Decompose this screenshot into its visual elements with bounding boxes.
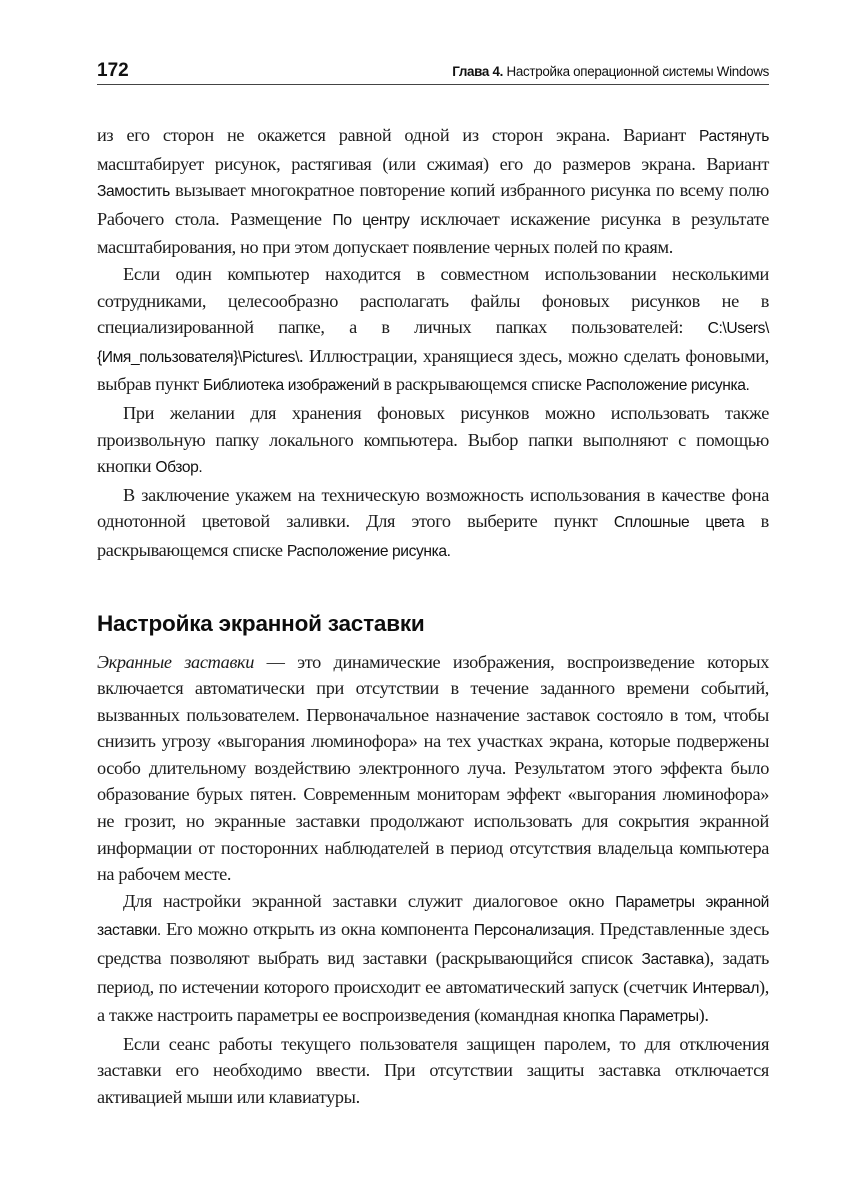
paragraph	[97, 649, 769, 888]
ui-term: Обзор.	[155, 459, 203, 477]
text-run: В заключение укажем на техническую возможность использования в качестве фона однотонной цветовой заливки. Для этого выберите пункт	[97, 484, 769, 532]
text-run: . Иллюстрации, хранящиеся здесь, можно сделать фоновыми, выбрав пункт	[97, 345, 769, 395]
text-run: масштабирует рисунок, растягивая (или сжимая) его до размеров экрана. Вариант	[97, 153, 769, 174]
ui-term: Библиотека изображений	[203, 377, 380, 395]
ui-term: C:\Users\{Имя_пользователя}\Pictures\	[97, 320, 769, 366]
chapter-label: Глава 4.	[452, 64, 504, 79]
ui-term: По центру	[332, 211, 410, 229]
ui-term: Параметры экранной заставки.	[97, 893, 769, 940]
ui-term: Сплошные цвета	[613, 514, 745, 532]
paragraph	[97, 1031, 769, 1111]
paragraph	[97, 888, 769, 1031]
text-run: в раскрывающемся списке	[97, 511, 769, 560]
section-heading: Настройка экранной заставки	[97, 610, 425, 636]
text-run: Если сеанс работы текущего пользователя защищен паролем, то для отключения заставки его необходимо ввести. При отсутствии защиты заставка отключается активацией мыши или клавиатуры.	[97, 1033, 769, 1107]
text-run: в раскрывающемся списке	[379, 374, 586, 395]
ui-term: Растянуть	[698, 128, 769, 145]
paragraph	[97, 122, 769, 261]
ui-term: Замостить	[97, 183, 170, 201]
ui-term: Параметры	[619, 1008, 699, 1026]
ui-term: Персонализация.	[473, 922, 595, 940]
intro-paragraphs	[97, 122, 769, 566]
text-run: Если один компьютер находится в совместном использовании несколькими сотрудниками, целесообразно располагать файлы фоновых рисунков не в специализированной папке, а в личных папках пользователей:	[97, 263, 769, 338]
text-run: ).	[698, 1005, 709, 1026]
defined-term: Экранные заставки	[97, 651, 255, 672]
text-run: Представленные здесь средства позволяют выбрать вид заставки (раскрывающийся список	[97, 919, 769, 969]
chapter-title	[452, 63, 769, 81]
ui-term: Интервал	[692, 979, 760, 997]
running-header	[97, 60, 769, 85]
text-run: — это динамические изображения, воспроизведение которых включается автоматически при отсутствии в течение заданного времени событий, вызванных пользователем. Первоначальное назначение заставок состояло в том, чтобы снизить угрозу «выгорания люминофора» на тех участках экрана, которые подвержены особо длительному воздействию электронного луча. Результатом этого эффекта было образование бурых пятен. Современным мониторам эффект «выгорания люминофора» не грозит, но экранные заставки продолжают использовать для сокрытия экранной информации от посторонних наблюдателей в период отсутствия владельца компьютера на рабочем месте.	[97, 651, 770, 885]
paragraph	[97, 261, 769, 400]
section-paragraphs	[97, 649, 769, 1111]
ui-term: Расположение рисунка.	[286, 542, 451, 560]
page-body	[97, 122, 769, 1111]
text-run: Для настройки экранной заставки служит диалоговое окно	[123, 890, 616, 911]
text-run: Его можно открыть из окна компонента	[160, 919, 474, 940]
paragraph	[97, 482, 769, 566]
text-run: ), задать период, по истечении которого происходит ее автоматический запуск (счетчик	[97, 948, 769, 997]
paragraph	[97, 400, 769, 482]
ui-term: Заставка	[641, 951, 704, 969]
text-run: исключает искажение рисунка в результате масштабирования, но при этом допускает появление черных полей по краям.	[97, 208, 769, 258]
text-run: ), а также настроить параметры ее воспроизведения (командная кнопка	[97, 976, 769, 1026]
ui-term: Расположение рисунка.	[585, 377, 750, 395]
page-number: 172	[97, 60, 129, 81]
text-run: вызывает многократное повторение копий избранного рисунка по всему полю Рабочего стола. Размещение	[97, 180, 769, 229]
text-run: из его сторон не окажется равной одной из сторон экрана. Вариант	[97, 125, 699, 145]
text-run: При желании для хранения фоновых рисунков можно использовать также произвольную папку локального компьютера. Выбор папки выполняют с помощью кнопки	[97, 402, 769, 477]
chapter-name: Настройка операционной системы Windows	[503, 64, 769, 79]
